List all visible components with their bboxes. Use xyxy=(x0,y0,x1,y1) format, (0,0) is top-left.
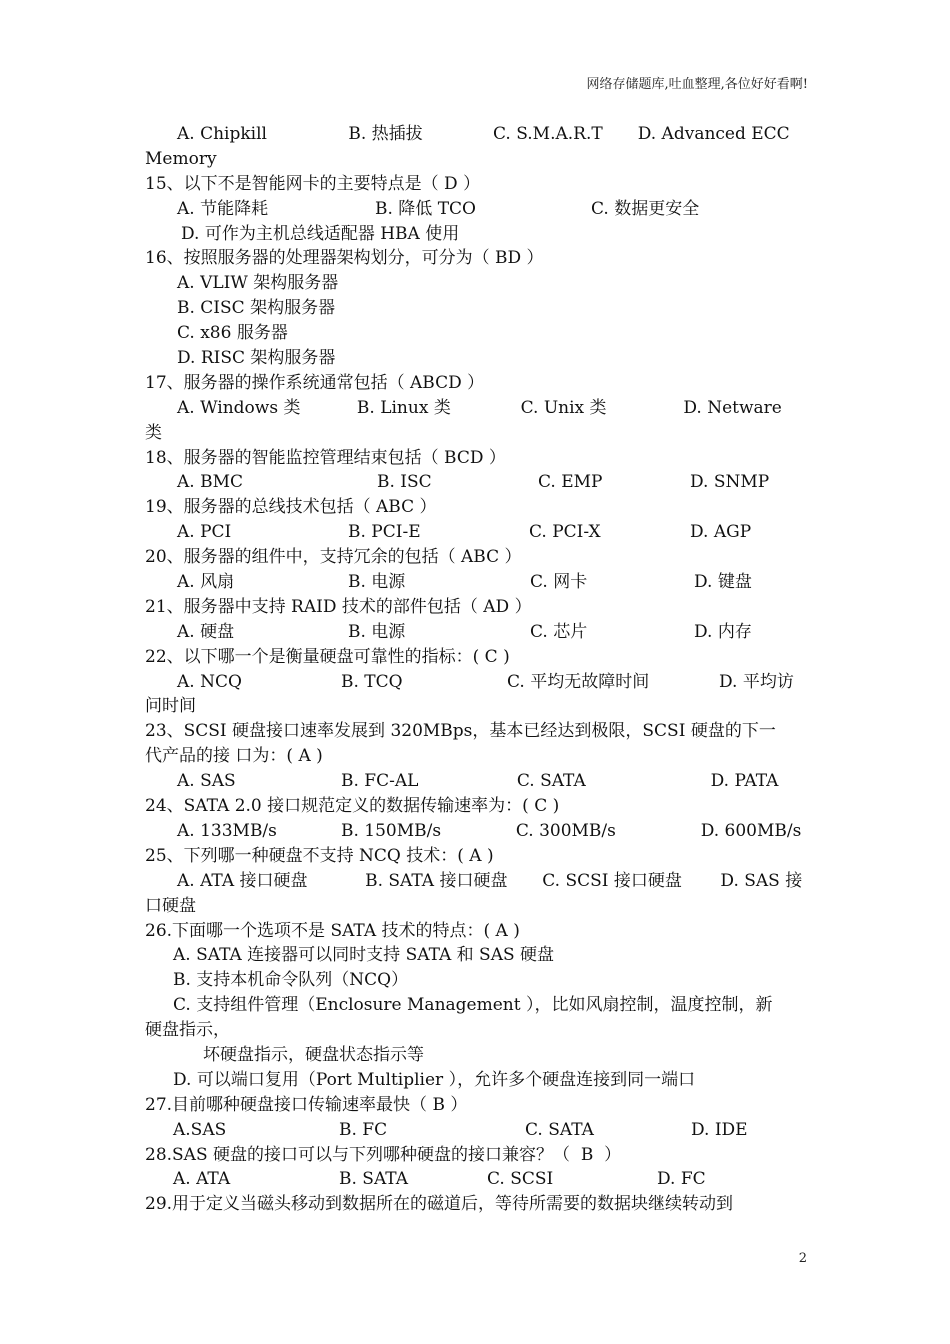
answer-option: D. AGP xyxy=(690,522,752,543)
option-row xyxy=(145,869,810,894)
answer-option: D. 平均访 xyxy=(719,671,794,692)
text-line: 27.目前哪种硬盘接口传输速率最快（ B ） xyxy=(145,1094,468,1115)
text-line: 类 xyxy=(145,422,162,443)
option-row xyxy=(145,620,810,645)
option-row xyxy=(145,470,810,495)
answer-option: D. FC xyxy=(657,1169,706,1190)
text-line: A. SATA 连接器可以同时支持 SATA 和 SAS 硬盘 xyxy=(173,945,555,966)
answer-option: D. Netware xyxy=(683,397,782,418)
answer-option: C. 网卡 xyxy=(530,572,588,593)
text-line: B. 支持本机命令队列（NCQ） xyxy=(173,970,409,991)
text-line: D. 可以端口复用（Port Multiplier ），允许多个硬盘连接到同一端口 xyxy=(173,1069,696,1090)
option-row xyxy=(145,197,810,222)
answer-option: D. SNMP xyxy=(690,472,770,493)
answer-option: C. SATA xyxy=(525,1119,594,1140)
answer-option: A. ATA 接口硬盘 xyxy=(177,870,308,891)
answer-option: B. SATA 接口硬盘 xyxy=(365,870,508,891)
text-line: B. CISC 架构服务器 xyxy=(177,298,336,319)
answer-option: C. Unix 类 xyxy=(520,397,607,418)
answer-option: B. FC-AL xyxy=(340,771,419,792)
text-line: 坏硬盘指示，硬盘状态指示等 xyxy=(203,1044,424,1065)
answer-option: A. 硬盘 xyxy=(177,621,235,642)
text-line: 28.SAS 硬盘的接口可以与下列哪种硬盘的接口兼容？（ B ） xyxy=(145,1144,622,1165)
answer-option: D. 600MB/s xyxy=(700,820,802,841)
answer-option: C. SCSI xyxy=(487,1169,554,1190)
option-row xyxy=(145,1167,810,1192)
text-line: 22、以下哪一个是衡量硬盘可靠性的指标：( C ) xyxy=(145,646,510,667)
text-line: 26.下面哪一个选项不是 SATA 技术的特点：( A ) xyxy=(145,920,520,941)
answer-option: B. 电源 xyxy=(348,621,406,642)
answer-option: D. Advanced ECC xyxy=(637,124,790,144)
answer-option: A. ATA xyxy=(173,1169,231,1190)
answer-option: A. PCI xyxy=(177,522,232,543)
answer-option: D. PATA xyxy=(710,771,779,792)
answer-option: A. 133MB/s xyxy=(177,820,277,841)
text-line: 15、以下不是智能网卡的主要特点是（ D ） xyxy=(145,173,481,194)
option-row xyxy=(145,769,810,794)
text-line: 24、SATA 2.0 接口规范定义的数据传输速率为：( C ) xyxy=(145,796,560,817)
option-row xyxy=(145,122,810,147)
answer-option: A. Windows 类 xyxy=(177,397,301,418)
answer-option: B. PCI-E xyxy=(348,522,421,543)
option-row xyxy=(145,396,810,421)
page-header: 网络存储题库,吐血整理,各位好好看啊! xyxy=(586,77,808,92)
text-line: 25、下列哪一种硬盘不支持 NCQ 技术：( A ) xyxy=(145,845,494,866)
answer-option: B. SATA xyxy=(339,1169,408,1190)
answer-option: A. NCQ xyxy=(177,671,242,692)
answer-option: B. 150MB/s xyxy=(340,820,442,841)
text-line: 21、服务器中支持 RAID 技术的部件包括（ AD ） xyxy=(145,596,532,617)
option-row xyxy=(145,520,810,545)
text-line: 17、服务器的操作系统通常包括（ ABCD ） xyxy=(145,372,485,393)
text-line: Memory xyxy=(145,148,217,169)
answer-option: C. 300MB/s xyxy=(515,820,616,841)
answer-option: A. SAS xyxy=(177,771,236,792)
answer-option: A.SAS xyxy=(173,1119,227,1140)
answer-option: D. SAS 接 xyxy=(720,870,803,891)
answer-option: B. 热插拔 xyxy=(348,124,423,144)
text-line: D. 可作为主机总线适配器 HBA 使用 xyxy=(181,223,460,244)
text-line: 硬盘指示， xyxy=(145,1020,230,1041)
answer-option: B. 降低 TCO xyxy=(375,198,476,219)
option-row xyxy=(145,570,810,595)
answer-option: C. 数据更安全 xyxy=(591,198,700,219)
answer-option: D. 内存 xyxy=(694,621,752,642)
option-row xyxy=(145,819,810,844)
text-line: C. 支持组件管理（Enclosure Management ），比如风扇控制，温度控制，新 xyxy=(173,995,773,1016)
text-line: C. x86 服务器 xyxy=(177,323,288,344)
text-line: 问时间 xyxy=(145,696,196,717)
text-line: D. RISC 架构服务器 xyxy=(177,348,336,369)
answer-option: B. TCQ xyxy=(341,671,403,692)
page-number: 2 xyxy=(798,1251,807,1266)
answer-option: C. 芯片 xyxy=(530,621,588,642)
answer-option: D. 键盘 xyxy=(694,572,752,593)
answer-option: B. 电源 xyxy=(348,572,406,593)
answer-option: C. SCSI 接口硬盘 xyxy=(542,870,682,891)
answer-option: C. S.M.A.R.T xyxy=(493,124,603,144)
text-line: 19、服务器的总线技术包括（ ABC ） xyxy=(145,497,437,518)
text-line: 口硬盘 xyxy=(145,895,196,916)
answer-option: C. PCI-X xyxy=(529,522,601,543)
text-line: 16、按照服务器的处理器架构划分，可分为（ BD ） xyxy=(145,248,544,269)
text-line: 23、SCSI 硬盘接口速率发展到 320MBps，基本已经达到极限，SCSI 硬盘的下一 xyxy=(145,721,776,742)
text-line: 代产品的接 口为：( A ) xyxy=(145,746,323,767)
option-row xyxy=(145,670,810,695)
answer-option: B. ISC xyxy=(377,472,432,493)
answer-option: D. IDE xyxy=(691,1119,748,1140)
question-list xyxy=(145,122,810,1217)
text-line: 20、服务器的组件中，支持冗余的包括（ ABC ） xyxy=(145,547,522,568)
answer-option: C. 平均无故障时间 xyxy=(507,671,650,692)
answer-option: A. Chipkill xyxy=(177,124,267,144)
answer-option: A. 节能降耗 xyxy=(177,198,269,219)
text-line: 29.用于定义当磁头移动到数据所在的磁道后，等待所需要的数据块继续转动到 xyxy=(145,1194,734,1215)
text-line: 18、服务器的智能监控管理结束包括（ BCD ） xyxy=(145,447,506,468)
answer-option: C. SATA xyxy=(516,771,586,792)
answer-option: B. Linux 类 xyxy=(356,397,451,418)
answer-option: B. FC xyxy=(339,1119,388,1140)
answer-option: A. 风扇 xyxy=(177,572,235,593)
answer-option: A. BMC xyxy=(177,472,243,493)
answer-option: C. EMP xyxy=(538,472,603,493)
option-row xyxy=(145,1118,810,1143)
text-line: A. VLIW 架构服务器 xyxy=(177,273,339,294)
